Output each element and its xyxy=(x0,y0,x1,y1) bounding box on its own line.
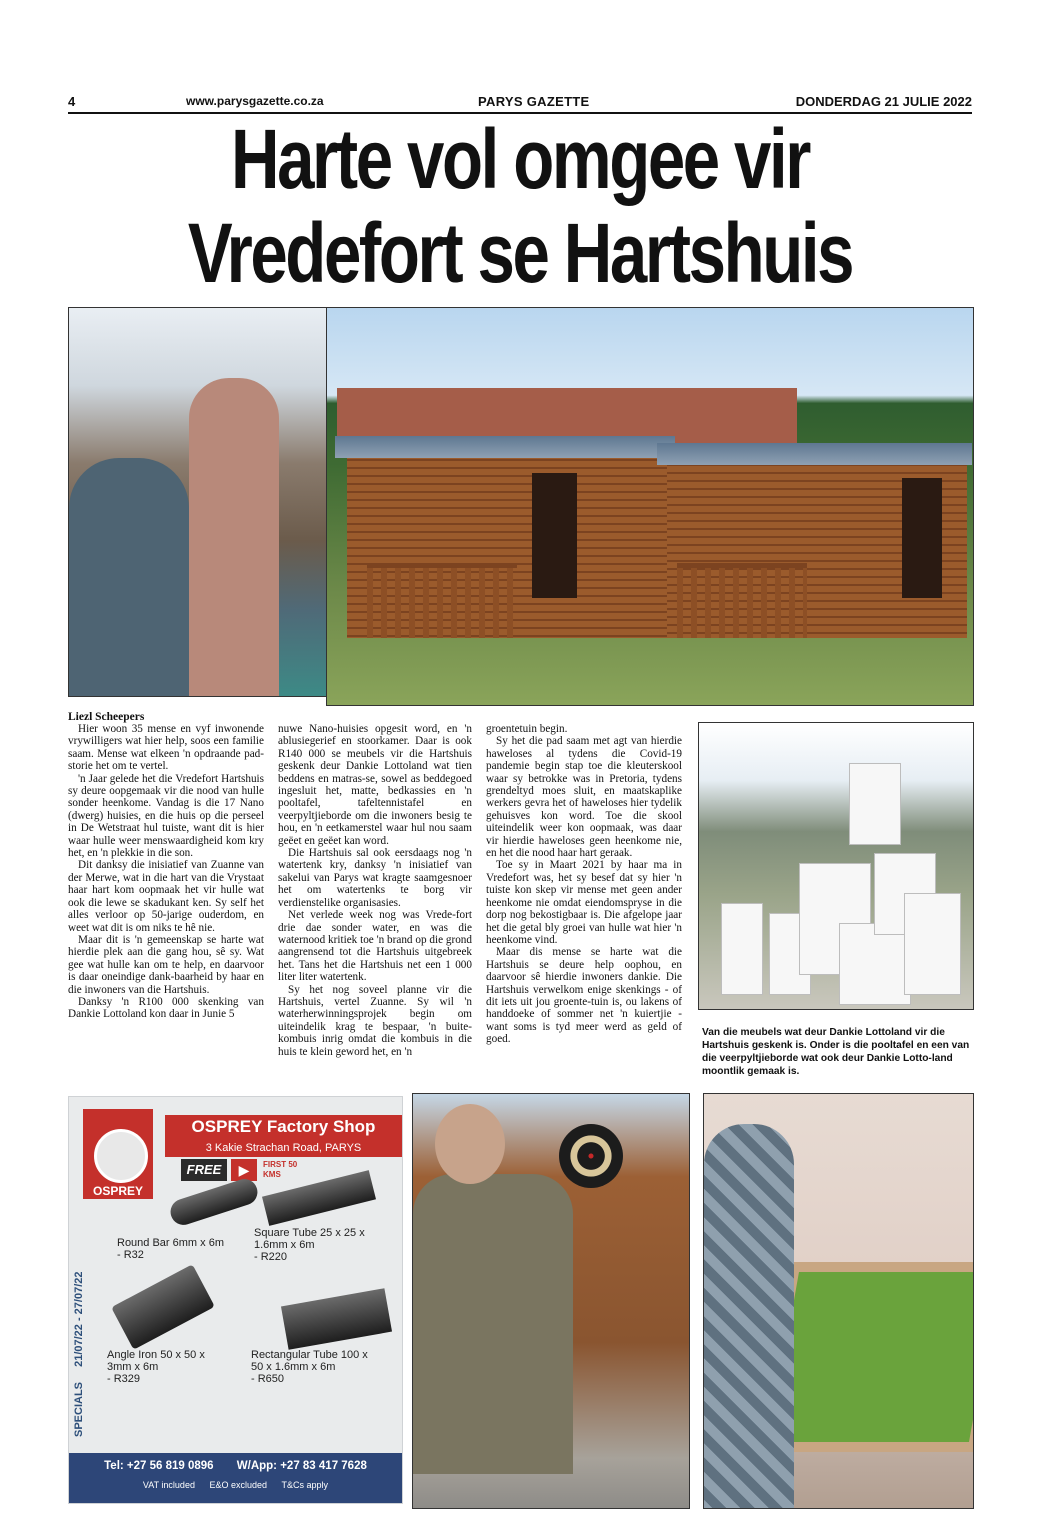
item-square-tube xyxy=(254,1227,374,1263)
website-url[interactable]: www.parysgazette.co.za xyxy=(186,94,324,108)
specials-title: SPECIALS xyxy=(73,1381,85,1437)
cabin-right-door xyxy=(902,478,942,598)
item-price: - R650 xyxy=(251,1373,285,1385)
osprey-logo xyxy=(83,1109,153,1199)
item-name: Round Bar 6mm x 6m xyxy=(117,1237,224,1249)
cabin-left-door xyxy=(532,473,577,598)
item-angle-iron xyxy=(107,1349,227,1385)
item-name: Square Tube 25 x 25 x 1.6mm x 6m xyxy=(254,1227,365,1251)
ad-terms xyxy=(69,1480,402,1490)
item-round-bar xyxy=(117,1237,237,1261)
ad-contact xyxy=(69,1460,402,1472)
item-price: - R329 xyxy=(107,1373,141,1385)
paragraph: Die Hartshuis sal ook eersdaags nog 'n watertenk kry, danksy 'n inisiatief van sakelui van Parys wat kragte saamgesnoer het om watertenks te borg vir verdienstelike organisasies. xyxy=(278,847,472,909)
issue-date: DONDERDAG 21 JULIE 2022 xyxy=(795,94,972,109)
logo-text: OSPREY xyxy=(92,1184,143,1198)
cabin-left-roof xyxy=(335,436,675,458)
item-name: Angle Iron 50 x 50 x 3mm x 6m xyxy=(107,1349,205,1373)
osprey-advert[interactable] xyxy=(68,1096,403,1504)
phone-number[interactable]: Tel: +27 56 819 0896 xyxy=(104,1460,214,1472)
page-number: 4 xyxy=(68,94,76,109)
photo-pool-table xyxy=(703,1093,974,1509)
delivery-truck-icon: ▶ xyxy=(231,1159,257,1181)
paragraph: Maar dit is 'n gemeenskap se harte wat hierdie plek aan die gang hou, sê sy. Wat gee wat hulle kan om te help, en daarvoor is daar oneindige dank-baarheid by haar en die inwoners van die Hartshuis. xyxy=(68,933,264,996)
rectangular-tube-image xyxy=(281,1288,392,1350)
photo-caption: Van die meubels wat deur Dankie Lottoland vir die Hartshuis geskenk is. Onder is die pooltafel en een van die veerpyltjieborde wat ook deur Dankie Lotto-land moontlik gemaak is. xyxy=(702,1027,970,1077)
free-delivery-note: FIRST 50 KMS xyxy=(263,1160,298,1179)
byline: Liezl Scheepers xyxy=(68,711,145,723)
item-name: Rectangular Tube 100 x 50 x 1.6mm x 6m xyxy=(251,1349,368,1373)
item-price: - R32 xyxy=(117,1249,144,1261)
headline-line-2: Vredefort se Hartshuis xyxy=(187,206,853,300)
paragraph: Danksy 'n R100 000 skenking van Dankie Lottoland kon daar in Junie 5 xyxy=(68,995,264,1021)
darts-player-figure xyxy=(413,1174,573,1474)
dartboard xyxy=(559,1124,623,1188)
paragraph: Hier woon 35 mense en vyf inwonende vrywilligers wat hier help, soos een familie saam. Mense wat elkeen 'n opdraande pad-storie het om te vertel. xyxy=(68,723,264,773)
photo-volunteer-helping-resident xyxy=(68,307,327,697)
article-column-3 xyxy=(486,723,682,1046)
headline-line-1: Harte vol omgee vir xyxy=(230,112,810,206)
article-column-2 xyxy=(278,723,472,1058)
resident-figure xyxy=(69,458,189,697)
cabin-right-fence xyxy=(677,563,807,638)
item-price: - R220 xyxy=(254,1251,288,1263)
osprey-bird-icon xyxy=(94,1129,148,1183)
paragraph: groentetuin begin. xyxy=(486,723,568,735)
article-column-1 xyxy=(68,723,264,1021)
paragraph: 'n Jaar gelede het die Vredefort Hartshuis sy deure oopgemaak vir die nood van hulle sonder heenkome. Vandag is die 17 Nano (dwerg) huisies, en die huis op die perseel in De Wetstraat hul tuiste, want dit is hier waar hulle weer menswaardigheid kom kry het, en 'n plekkie in die son. xyxy=(68,772,264,860)
bedside-cabinet xyxy=(839,923,911,1005)
term-vat: VAT included xyxy=(142,1480,195,1490)
whatsapp-number[interactable]: W/App: +27 83 417 7628 xyxy=(236,1460,367,1472)
angle-iron-image xyxy=(111,1264,215,1350)
specials-label xyxy=(73,1272,85,1438)
cabin-left-fence xyxy=(367,563,517,638)
paragraph: Toe sy in Maart 2021 by haar ma in Vredefort was, het sy besef dat sy hier 'n tuiste kon skep vir mense met geen ander heenkome nie omdat eiendomspryse in die dorp nog bekostigbaar is. Die afgelope jaar het die getal bly groei van hulle wat hier 'n heenkome vind. xyxy=(486,859,682,946)
item-rectangular-tube xyxy=(251,1349,381,1385)
darts-player-head xyxy=(435,1104,505,1184)
paragraph: Net verlede week nog was Vrede-fort drie dae sonder water, en was die waternood kritiek toe 'n brand op die grond aangrensend tot die Hartshuis uitgebreek het. Tans het die Hartshuis net een 1 000 liter liter watertenk. xyxy=(278,909,472,984)
cabin-right-roof xyxy=(657,443,972,465)
photo-donated-furniture xyxy=(698,722,974,1010)
photo-nano-cabins xyxy=(326,307,974,706)
pool-player-figure xyxy=(704,1124,794,1509)
headline xyxy=(152,112,888,300)
paragraph: Sy het nog soveel planne vir die Hartshuis, vertel Zuanne. Sy wil 'n waterherwinningsprojek begin om uiteindelik krag te bespaar, 'n buite-kombuis inrig omdat die kombuis in die huis te klein geword het, en 'n xyxy=(278,983,472,1058)
term-eo: E&O excluded xyxy=(209,1480,268,1490)
bedside-cabinet xyxy=(904,893,961,995)
publication-name: PARYS GAZETTE xyxy=(478,94,590,109)
ad-title: OSPREY Factory Shop xyxy=(165,1115,402,1139)
round-bar-image xyxy=(167,1176,261,1229)
ad-footer xyxy=(69,1453,402,1503)
paragraph: nuwe Nano-huisies opgesit word, en 'n ablusiegerief en stoorkamer. Daar is ook R140 000 se meubels vir die Hartshuis geskenk deur Dankie Lottoland wat tien beddens en matras-se, sowel as beddegoed ingesluit het, matte, bedkassies en 'n pooltafel, tafeltennistafel en veerpyltjieborde om die inwoners besig te hou, en 'n eetkamerstel waar hul nou saam geëet en geëet kan word. xyxy=(278,723,472,847)
term-tcs: T&Cs apply xyxy=(281,1480,329,1490)
volunteer-figure xyxy=(189,378,279,697)
bedside-cabinet xyxy=(721,903,763,995)
page-header xyxy=(68,92,972,114)
specials-dates: 21/07/22 - 27/07/22 xyxy=(73,1271,85,1367)
mattress xyxy=(849,763,901,845)
photo-darts-player xyxy=(412,1093,690,1509)
paragraph: Sy het die pad saam met agt van hierdie haweloses al tydens die Covid-19 pandemie begin stap toe die kleuterskool waar sy betrokke was in Pretoria, tydens grendeltyd moes sluit, en maatskaplike werkers gevra het of haweloses hier tydelik gehuisves kon word. Toe die skool uiteindelik weer kon oopmaak, was daar vir hierdie haweloses geen heenkome nie, en het die nood haar hart geraak. xyxy=(486,735,682,860)
paragraph: Dit danksy die inisiatief van Zuanne van der Merwe, wat in die hart van die Vrystaat haar hart kom oopmaak het vir hulle wat ook die lewe se skadukant ken. Sy self het alles verloor op 50-jarige ouderdom, en weet wat dit is om niks te hê nie. xyxy=(68,859,264,934)
ad-address: 3 Kakie Strachan Road, PARYS xyxy=(165,1139,402,1157)
free-delivery-badge: FREE xyxy=(181,1159,227,1181)
paragraph: Maar dis mense se harte wat die Hartshuis se deure help oophou, en daarvoor sê hierdie inwoners dankie. Die Hartshuis verwelkom enige skenkings - of dit iets uit jou groente-tuin is, ou lakens of handdoeke of sommer net 'n kuiertjie - want soms is tyd meer werd as geld of goed. xyxy=(486,946,682,1046)
